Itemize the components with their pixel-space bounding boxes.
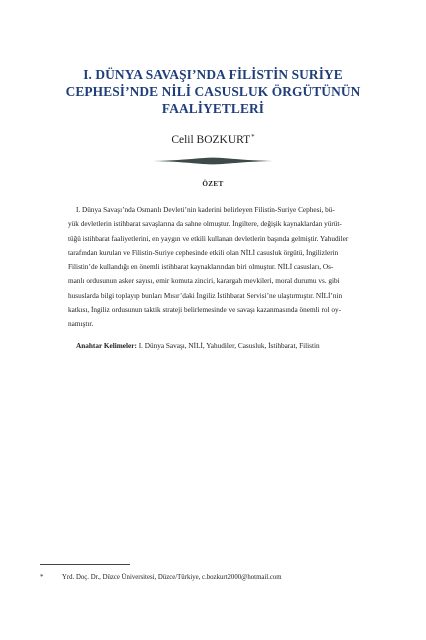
ornamental-divider [153, 157, 273, 165]
abstract-line: I. Dünya Savaşı’nda Osmanlı Devleti’nin kaderini belirleyen Filistin-Suriye Cephesi, bü- [76, 206, 335, 214]
keywords-text: I. Dünya Savaşı, NİLİ, Yahudiler, Casusluk, İstihbarat, Filistin [136, 342, 320, 350]
abstract-line: yük devletlerin istihbarat savaşlarına da sahne olmuştur. İngiltere, değişik kaynaklardan yürüt- [68, 220, 342, 229]
keywords-label: Anahtar Kelimeler: [76, 342, 137, 350]
author-footnote-mark: * [251, 133, 255, 141]
abstract-heading: ÖZET [202, 180, 224, 188]
abstract-line: manlı ordusunun asker sayısı, emir komuta zinciri, karargah mevkileri, moral durumu vs. gibi [68, 277, 340, 286]
abstract-line: namıştır. [68, 320, 94, 329]
abstract-line: tarafından kurulan ve Filistin-Suriye cephesinde etkili olan NİLİ casusluk örgütü, İngilizlerin [68, 248, 339, 257]
abstract-line: katkısı, İngiliz ordusunun taktik strateji belirlemesinde ve savaşı kazanmasında önemli rol oy- [68, 306, 342, 315]
keywords [76, 342, 366, 350]
abstract-line: hususlarda bilgi toplayıp bunları Mısır’daki İngiliz İstihbarat Servisi’ne ulaştırmıştır. NİLİ’nin [68, 291, 343, 300]
title-line-1: I. DÜNYA SAVAŞI’NDA FİLİSTİN SURİYE [83, 67, 343, 82]
title-line-3: FAALİYETLERİ [161, 101, 265, 116]
footnote-text: Yrd. Doç. Dr., Düzce Üniversitesi, Düzce/Türkiye, c.bozkurt2000@hotmail.com [62, 574, 282, 581]
footnote-mark: * [40, 574, 44, 581]
footnote-separator [40, 564, 130, 565]
abstract-line: Filistin’de kullandığı en önemli istihbarat kaynaklarından biri olmuştur. NİLİ casusları, Os- [68, 263, 334, 272]
author-line [0, 133, 426, 146]
paper-title [40, 66, 386, 117]
abstract-line: tüğü istihbarat faaliyetlerini, en yaygın ve etkili kullanan devletlerin başında gelmiştir. Yahudiler [68, 234, 349, 243]
title-line-2: CEPHESİ’NDE NİLİ CASUSLUK ÖRGÜTÜNÜN [65, 84, 361, 99]
author-name: Celil BOZKURT [171, 134, 251, 146]
abstract-body [68, 203, 359, 332]
footnote [40, 574, 380, 581]
